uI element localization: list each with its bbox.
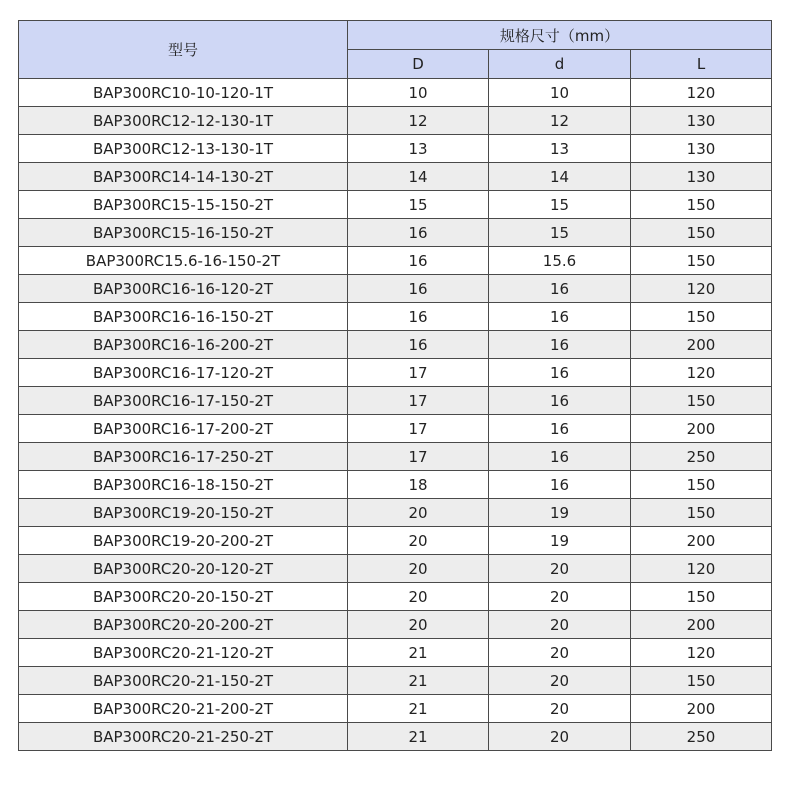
cell-d: 20 bbox=[489, 583, 631, 611]
cell-d: 20 bbox=[489, 667, 631, 695]
cell-L: 150 bbox=[631, 471, 772, 499]
cell-d: 16 bbox=[489, 471, 631, 499]
cell-D: 16 bbox=[348, 219, 489, 247]
cell-L: 200 bbox=[631, 695, 772, 723]
cell-model: BAP300RC12-13-130-1T bbox=[19, 135, 348, 163]
cell-model: BAP300RC16-17-150-2T bbox=[19, 387, 348, 415]
spec-table-container bbox=[18, 20, 771, 751]
cell-D: 16 bbox=[348, 247, 489, 275]
cell-d: 20 bbox=[489, 611, 631, 639]
header-col-D: D bbox=[348, 50, 489, 79]
cell-d: 16 bbox=[489, 359, 631, 387]
cell-model: BAP300RC12-12-130-1T bbox=[19, 107, 348, 135]
cell-D: 17 bbox=[348, 415, 489, 443]
cell-d: 20 bbox=[489, 639, 631, 667]
cell-L: 130 bbox=[631, 135, 772, 163]
table-row bbox=[19, 135, 772, 163]
cell-model: BAP300RC16-17-200-2T bbox=[19, 415, 348, 443]
cell-d: 15.6 bbox=[489, 247, 631, 275]
cell-L: 150 bbox=[631, 499, 772, 527]
table-row bbox=[19, 667, 772, 695]
table-row bbox=[19, 219, 772, 247]
cell-model: BAP300RC20-21-200-2T bbox=[19, 695, 348, 723]
cell-D: 17 bbox=[348, 359, 489, 387]
cell-L: 250 bbox=[631, 443, 772, 471]
cell-D: 17 bbox=[348, 387, 489, 415]
cell-L: 120 bbox=[631, 275, 772, 303]
cell-d: 14 bbox=[489, 163, 631, 191]
cell-D: 21 bbox=[348, 723, 489, 751]
cell-D: 21 bbox=[348, 639, 489, 667]
table-row bbox=[19, 527, 772, 555]
cell-L: 200 bbox=[631, 331, 772, 359]
table-row bbox=[19, 303, 772, 331]
cell-d: 16 bbox=[489, 331, 631, 359]
cell-D: 21 bbox=[348, 695, 489, 723]
cell-d: 19 bbox=[489, 499, 631, 527]
cell-model: BAP300RC16-16-150-2T bbox=[19, 303, 348, 331]
cell-D: 18 bbox=[348, 471, 489, 499]
cell-L: 150 bbox=[631, 667, 772, 695]
spec-table bbox=[18, 20, 772, 751]
table-row bbox=[19, 723, 772, 751]
cell-model: BAP300RC20-21-150-2T bbox=[19, 667, 348, 695]
cell-L: 130 bbox=[631, 163, 772, 191]
table-row bbox=[19, 107, 772, 135]
cell-L: 120 bbox=[631, 359, 772, 387]
spec-table-header bbox=[19, 21, 772, 79]
cell-model: BAP300RC20-20-200-2T bbox=[19, 611, 348, 639]
cell-L: 150 bbox=[631, 219, 772, 247]
cell-D: 14 bbox=[348, 163, 489, 191]
table-row bbox=[19, 191, 772, 219]
cell-model: BAP300RC20-21-120-2T bbox=[19, 639, 348, 667]
cell-model: BAP300RC10-10-120-1T bbox=[19, 79, 348, 107]
cell-L: 250 bbox=[631, 723, 772, 751]
cell-d: 15 bbox=[489, 219, 631, 247]
cell-L: 200 bbox=[631, 415, 772, 443]
cell-L: 120 bbox=[631, 79, 772, 107]
cell-d: 20 bbox=[489, 723, 631, 751]
cell-d: 16 bbox=[489, 303, 631, 331]
cell-d: 12 bbox=[489, 107, 631, 135]
cell-model: BAP300RC16-16-200-2T bbox=[19, 331, 348, 359]
header-spec-group: 规格尺寸（mm） bbox=[348, 21, 772, 50]
cell-d: 10 bbox=[489, 79, 631, 107]
cell-d: 16 bbox=[489, 415, 631, 443]
cell-L: 150 bbox=[631, 387, 772, 415]
table-row bbox=[19, 79, 772, 107]
cell-d: 13 bbox=[489, 135, 631, 163]
cell-D: 16 bbox=[348, 275, 489, 303]
cell-D: 13 bbox=[348, 135, 489, 163]
cell-D: 10 bbox=[348, 79, 489, 107]
cell-L: 120 bbox=[631, 555, 772, 583]
table-row bbox=[19, 415, 772, 443]
cell-D: 15 bbox=[348, 191, 489, 219]
cell-D: 20 bbox=[348, 527, 489, 555]
cell-L: 200 bbox=[631, 611, 772, 639]
cell-D: 16 bbox=[348, 303, 489, 331]
cell-model: BAP300RC20-21-250-2T bbox=[19, 723, 348, 751]
cell-model: BAP300RC15.6-16-150-2T bbox=[19, 247, 348, 275]
table-row bbox=[19, 583, 772, 611]
header-col-L: L bbox=[631, 50, 772, 79]
table-row bbox=[19, 611, 772, 639]
cell-model: BAP300RC15-16-150-2T bbox=[19, 219, 348, 247]
cell-L: 150 bbox=[631, 303, 772, 331]
table-row bbox=[19, 163, 772, 191]
cell-D: 20 bbox=[348, 499, 489, 527]
cell-L: 200 bbox=[631, 527, 772, 555]
cell-model: BAP300RC16-18-150-2T bbox=[19, 471, 348, 499]
table-row bbox=[19, 471, 772, 499]
cell-model: BAP300RC16-17-120-2T bbox=[19, 359, 348, 387]
table-row bbox=[19, 639, 772, 667]
cell-D: 20 bbox=[348, 583, 489, 611]
cell-L: 130 bbox=[631, 107, 772, 135]
header-col-d: d bbox=[489, 50, 631, 79]
header-model: 型号 bbox=[19, 21, 348, 79]
cell-model: BAP300RC14-14-130-2T bbox=[19, 163, 348, 191]
table-row bbox=[19, 275, 772, 303]
cell-D: 21 bbox=[348, 667, 489, 695]
cell-model: BAP300RC20-20-150-2T bbox=[19, 583, 348, 611]
cell-model: BAP300RC20-20-120-2T bbox=[19, 555, 348, 583]
cell-D: 12 bbox=[348, 107, 489, 135]
cell-D: 16 bbox=[348, 331, 489, 359]
table-row bbox=[19, 331, 772, 359]
cell-D: 20 bbox=[348, 555, 489, 583]
table-row bbox=[19, 555, 772, 583]
cell-L: 150 bbox=[631, 247, 772, 275]
cell-model: BAP300RC16-17-250-2T bbox=[19, 443, 348, 471]
cell-model: BAP300RC15-15-150-2T bbox=[19, 191, 348, 219]
cell-d: 16 bbox=[489, 387, 631, 415]
cell-d: 16 bbox=[489, 275, 631, 303]
table-row bbox=[19, 443, 772, 471]
cell-d: 19 bbox=[489, 527, 631, 555]
table-row bbox=[19, 695, 772, 723]
cell-D: 20 bbox=[348, 611, 489, 639]
spec-table-body bbox=[19, 79, 772, 751]
cell-d: 15 bbox=[489, 191, 631, 219]
cell-model: BAP300RC19-20-200-2T bbox=[19, 527, 348, 555]
cell-L: 150 bbox=[631, 191, 772, 219]
table-row bbox=[19, 499, 772, 527]
table-row bbox=[19, 387, 772, 415]
table-row bbox=[19, 359, 772, 387]
cell-d: 20 bbox=[489, 695, 631, 723]
cell-d: 20 bbox=[489, 555, 631, 583]
cell-L: 120 bbox=[631, 639, 772, 667]
table-row bbox=[19, 247, 772, 275]
cell-model: BAP300RC19-20-150-2T bbox=[19, 499, 348, 527]
cell-model: BAP300RC16-16-120-2T bbox=[19, 275, 348, 303]
cell-d: 16 bbox=[489, 443, 631, 471]
cell-L: 150 bbox=[631, 583, 772, 611]
cell-D: 17 bbox=[348, 443, 489, 471]
